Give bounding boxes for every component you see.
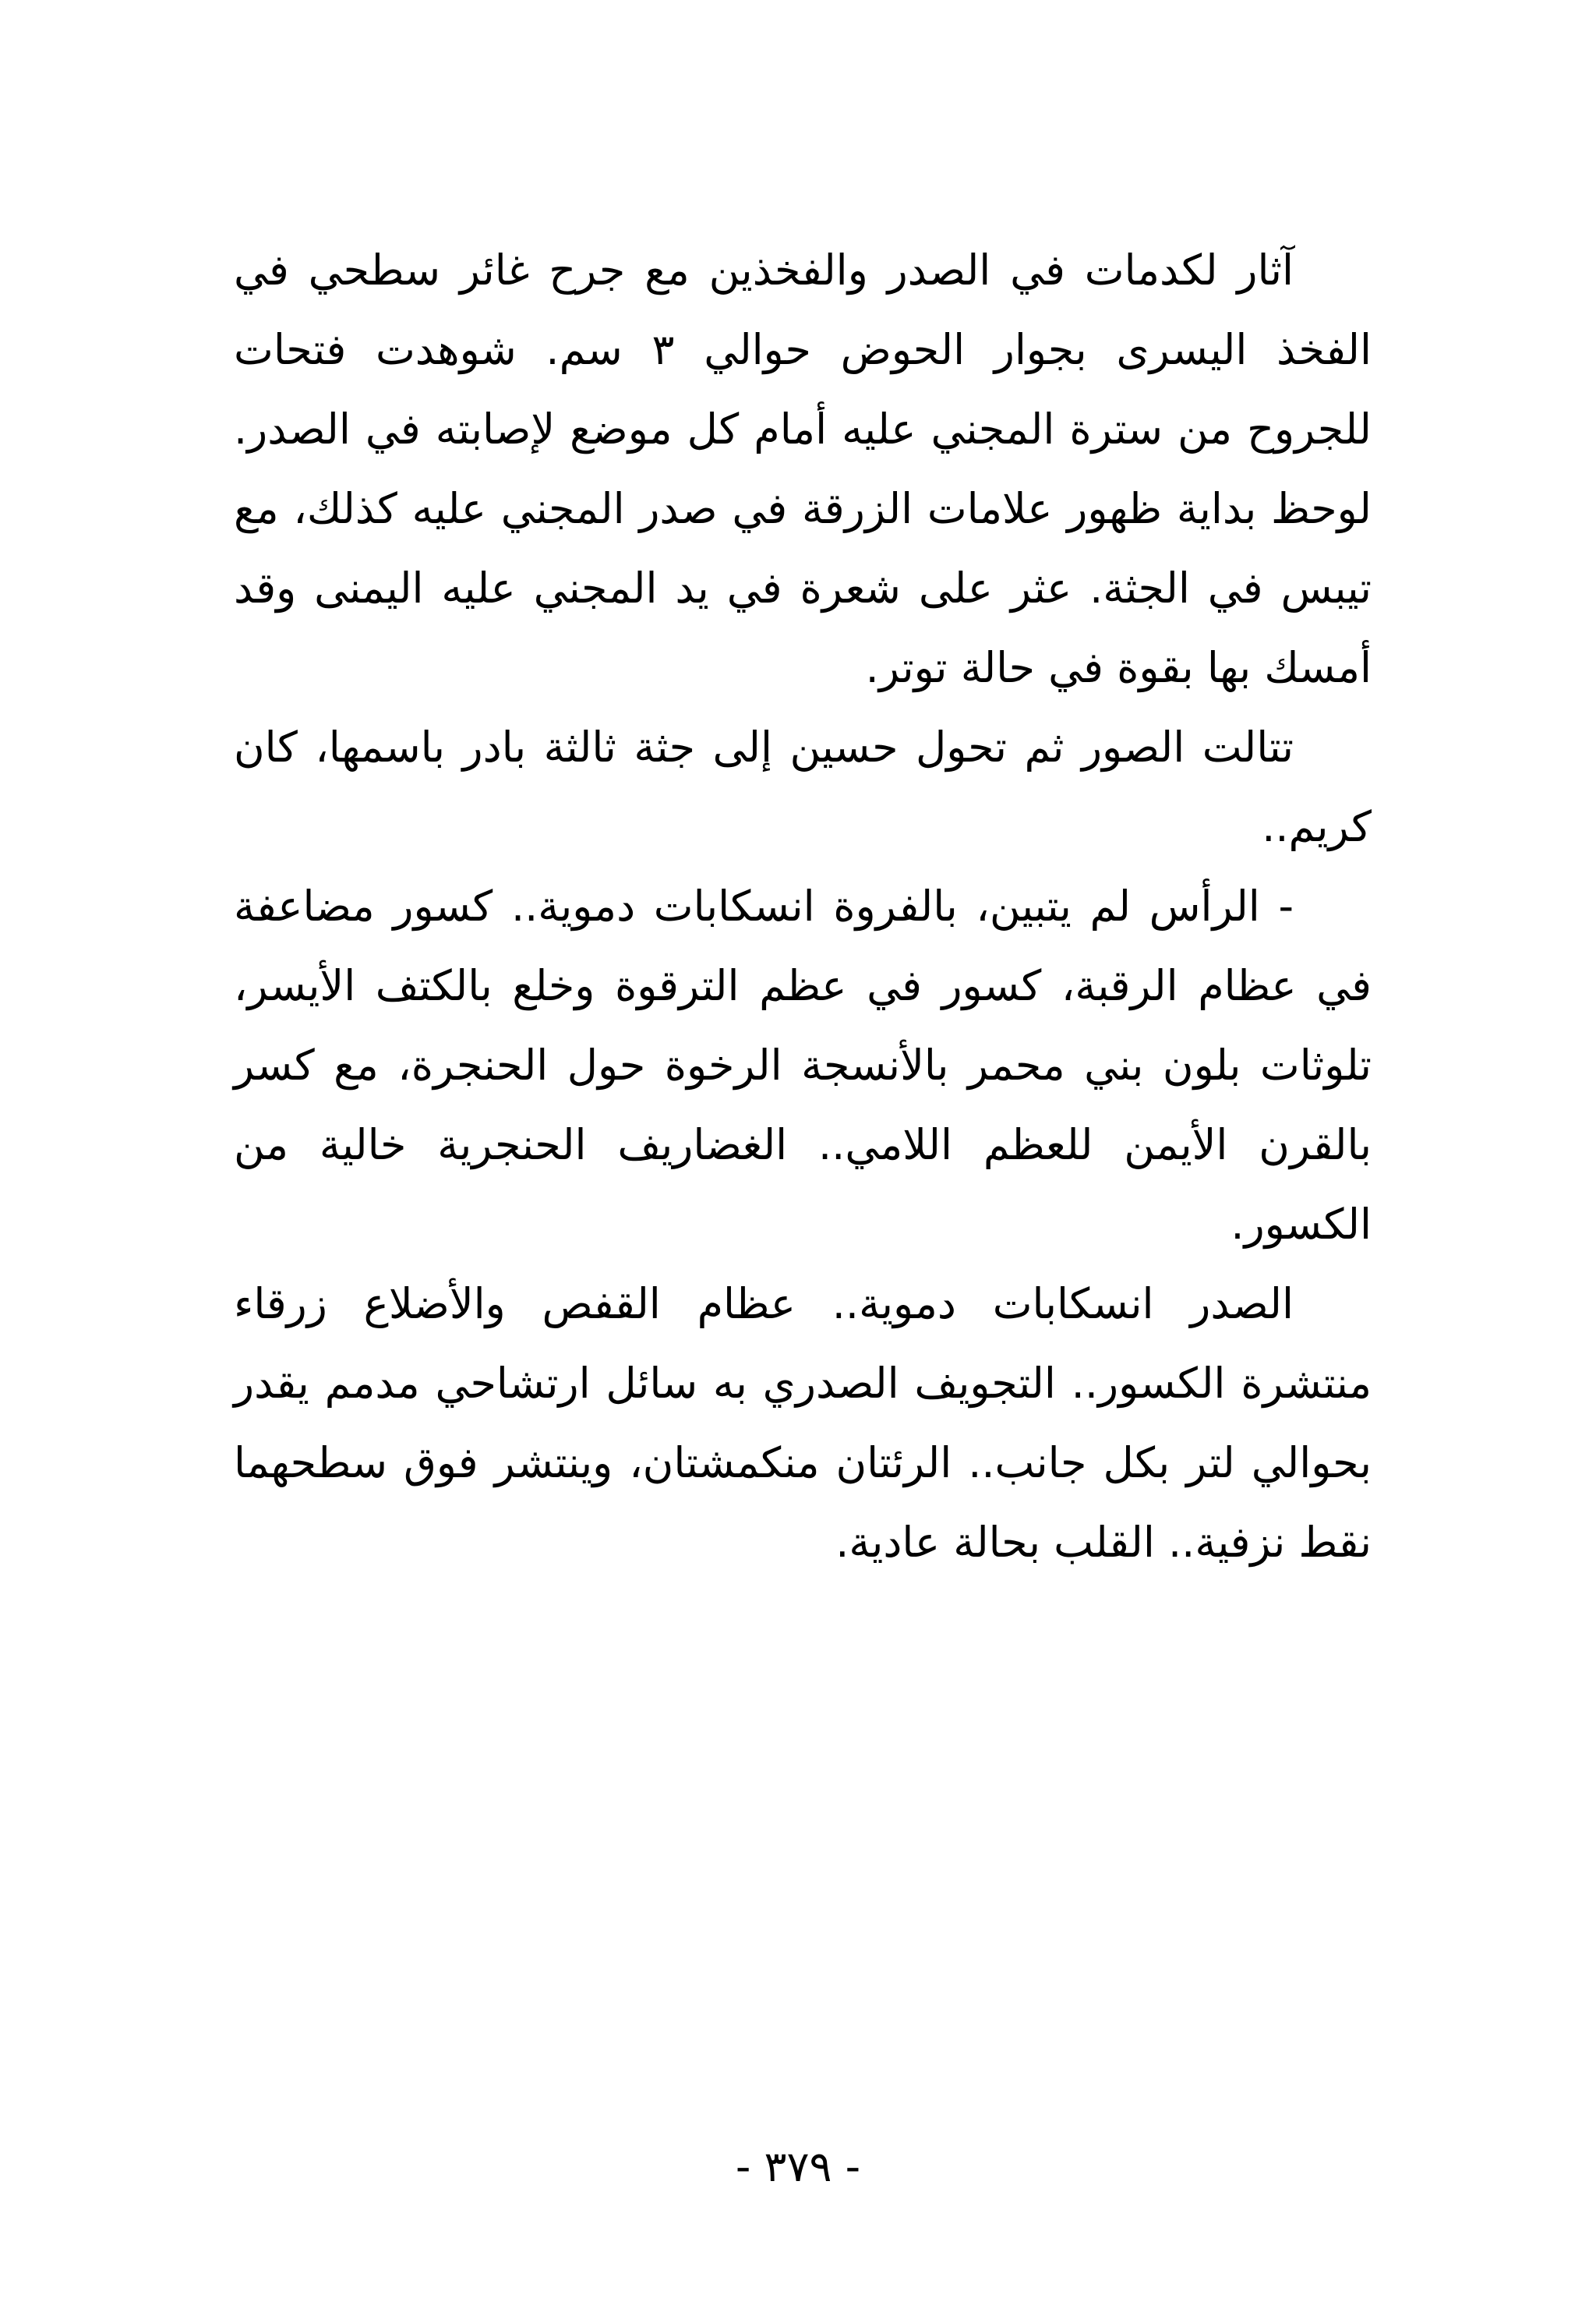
paragraph-2: تتالت الصور ثم تحول حسين إلى جثة ثالثة بادر باسمها، كان كريم.. [234, 723, 1372, 851]
body-text [234, 231, 1372, 1582]
paragraph-4: الصدر انسكابات دموية.. عظام القفص والأضلاع زرقاء منتشرة الكسور.. التجويف الصدري به سائل ارتشاحي مدمم يقدر بحوالي لتر بكل جانب.. الرئتان منكمشتان، وينتشر فوق سطحهما نقط نزفية.. القلب بحالة عادية. [234, 1279, 1372, 1567]
page-number: - ٣٧٩ - [735, 2142, 861, 2191]
paragraph-1: آثار لكدمات في الصدر والفخذين مع جرح غائر سطحي في الفخذ اليسرى بجوار الحوض حوالي ٣ سم. شوهدت فتحات للجروح من سترة المجني عليه أمام كل موضع لإصابته في الصدر. لوحظ بداية ظهور علامات الزرقة في صدر المجني عليه كذلك، مع تيبس في الجثة. عثر على شعرة في يد المجني عليه اليمنى وقد أمسك بها بقوة في حالة توتر. [234, 246, 1372, 692]
paragraph-3: - الرأس لم يتبين، بالفروة انسكابات دموية.. كسور مضاعفة في عظام الرقبة، كسور في عظم الترقوة وخلع بالكتف الأيسر، تلوثات بلون بني محمر بالأنسجة الرخوة حول الحنجرة، مع كسر بالقرن الأيمن للعظم اللامي.. الغضاريف الحنجرية خالية من الكسور. [234, 882, 1372, 1249]
